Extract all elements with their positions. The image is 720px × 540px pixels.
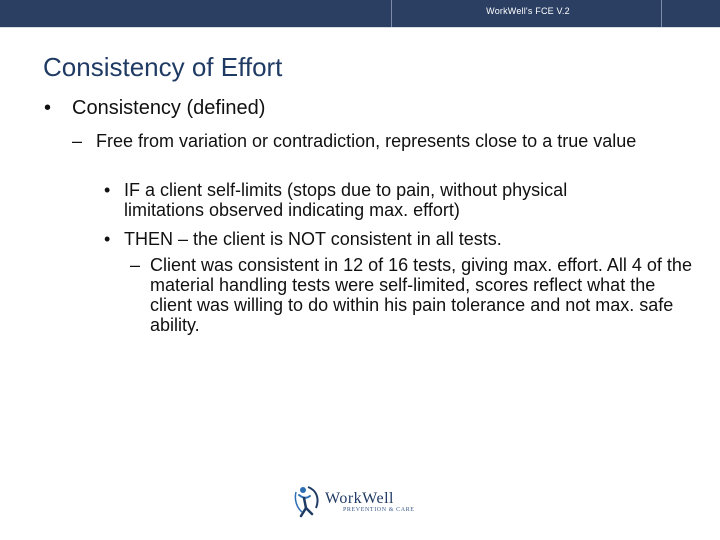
workwell-logo bbox=[294, 484, 434, 520]
bullet-level-3-if bbox=[104, 180, 644, 220]
bullet-marker: • bbox=[104, 229, 111, 249]
bullet-level-2 bbox=[72, 131, 662, 151]
bullet-level-4 bbox=[130, 255, 700, 335]
bullet-level-1 bbox=[44, 96, 265, 120]
person-figure-icon bbox=[294, 484, 324, 520]
bullet-text: Client was consistent in 12 of 16 tests, giving max. effort. All 4 of the material handling tests were self-limited, scores reflect what the client was willing to do within his pain tolerance and not max. safe ability. bbox=[150, 255, 692, 335]
header-divider-left bbox=[391, 0, 392, 27]
logo-wordmark: WorkWell bbox=[325, 490, 394, 507]
bullet-marker: • bbox=[104, 180, 111, 200]
header-title: WorkWell's FCE V.2 bbox=[486, 6, 570, 16]
logo-tagline: PREVENTION & CARE bbox=[343, 507, 415, 513]
bullet-text: Consistency (defined) bbox=[72, 97, 266, 119]
bullet-text: Free from variation or contradiction, represents close to a true value bbox=[96, 131, 637, 151]
bullet-level-3-then bbox=[104, 229, 664, 249]
header-divider-right bbox=[661, 0, 662, 27]
header-band bbox=[0, 0, 720, 28]
slide-title: Consistency of Effort bbox=[43, 52, 283, 82]
dash-marker: – bbox=[130, 255, 141, 275]
bullet-marker: • bbox=[44, 97, 52, 119]
bullet-text: IF a client self-limits (stops due to pain, without physical limitations observed indicating max. effort) bbox=[124, 180, 568, 220]
dash-marker: – bbox=[72, 131, 83, 151]
bullet-text: THEN – the client is NOT consistent in all tests. bbox=[124, 229, 502, 249]
